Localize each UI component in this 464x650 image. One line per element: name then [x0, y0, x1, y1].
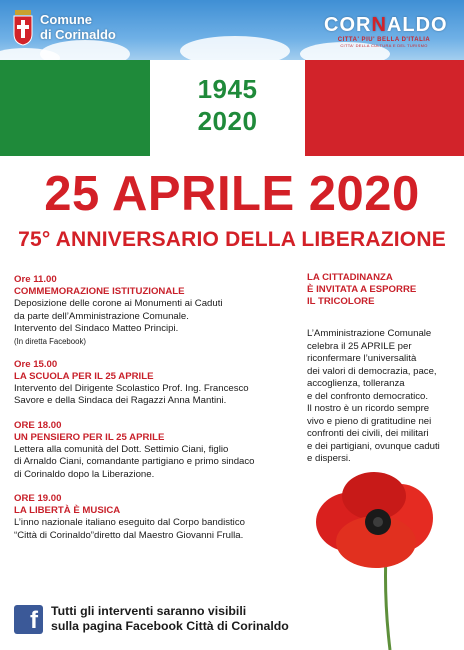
event-time: ORE 18.00	[14, 419, 62, 431]
event-text: da parte dell’Amministrazione Comunale.	[14, 310, 189, 322]
event-text: “Città di Corinaldo”diretto dal Maestro Giovanni Frulla.	[14, 529, 244, 541]
event-item	[14, 359, 304, 408]
corinaldo-brand-logo	[324, 14, 448, 48]
event-item	[14, 274, 304, 347]
facebook-notice	[14, 604, 289, 634]
brand-wordmark: CORNALDO	[324, 14, 448, 36]
event-program	[14, 274, 304, 554]
year-start: 1945	[197, 74, 258, 104]
flag-green-stripe	[0, 60, 150, 156]
event-title: LA SCUOLA PER IL 25 APRILE	[14, 370, 154, 382]
flag-red-stripe	[305, 60, 464, 156]
right-column	[307, 272, 459, 466]
coat-of-arms-icon	[12, 10, 34, 46]
event-text: Savore e della Sindaca dei Ragazzi Anna Mantini.	[14, 395, 227, 406]
event-text: Intervento del Sindaco Matteo Principi.	[14, 323, 179, 334]
comune-line2: di Corinaldo	[40, 27, 116, 42]
poppy-flower-icon	[314, 470, 434, 650]
event-text: di Arnaldo Ciani, comandante partigiano e primo sindaco	[14, 456, 255, 467]
brand-tagline: CITTA' PIU' BELLA D'ITALIA	[337, 37, 431, 43]
event-title: COMMEMORAZIONE ISTITUZIONALE	[14, 286, 185, 297]
event-time: ORE 19.00	[14, 493, 62, 504]
flag-white-stripe	[150, 60, 305, 156]
event-text: Lettera alla comunità del Dott. Settimio Ciani, figlio	[14, 443, 229, 455]
page-title: 25 APRILE 2020	[44, 167, 420, 221]
event-title: LA LIBERTÀ È MUSICA	[14, 505, 121, 516]
event-text: L’inno nazionale italiano eseguito dal Corpo bandistico	[14, 517, 245, 528]
brand-tagline-secondary: CITTA' DELLA CULTURA E DEL TURISMO	[340, 43, 428, 48]
event-item	[14, 493, 304, 542]
facebook-line2: sulla pagina Facebook Città di Corinaldo	[51, 619, 289, 633]
page-subtitle: 75° ANNIVERSARIO DELLA LIBERAZIONE	[18, 228, 446, 251]
invitation-notice: LA CITTADINANZA È INVITATA A ESPORRE IL TRICOLORE	[307, 272, 417, 307]
year-end: 2020	[197, 106, 258, 136]
event-item	[14, 420, 304, 482]
statement-text: L’Amministrazione Comunale celebra il 25 APRILE per riconfermare l’universalità dei valori di democrazia, pace, accoglienza, tolleranza e del confronto democratico. Il nostro è un ricordo sempre vivo e pieno di gratitudine nei confronti dei civili, dei militari e dei partigiani, ovunque caduti e dispersi.	[307, 328, 440, 464]
event-time: Ore 11.00	[14, 274, 57, 285]
event-text: Intervento del Dirigente Scolastico Prof. Ing. Francesco	[14, 382, 249, 394]
event-text: di Corinaldo dopo la Liberazione.	[14, 468, 155, 480]
facebook-line1: Tutti gli interventi saranno visibili	[51, 604, 247, 618]
event-text: Deposizione delle corone ai Monumenti ai Caduti	[14, 298, 223, 309]
event-title: UN PENSIERO PER IL 25 APRILE	[14, 431, 165, 443]
event-note: (In diretta Facebook)	[14, 336, 86, 346]
facebook-icon[interactable]: f	[14, 605, 43, 634]
comune-line1: Comune	[40, 12, 92, 27]
italian-flag	[0, 60, 464, 156]
event-time: Ore 15.00	[14, 358, 58, 370]
comune-logo	[12, 10, 116, 46]
